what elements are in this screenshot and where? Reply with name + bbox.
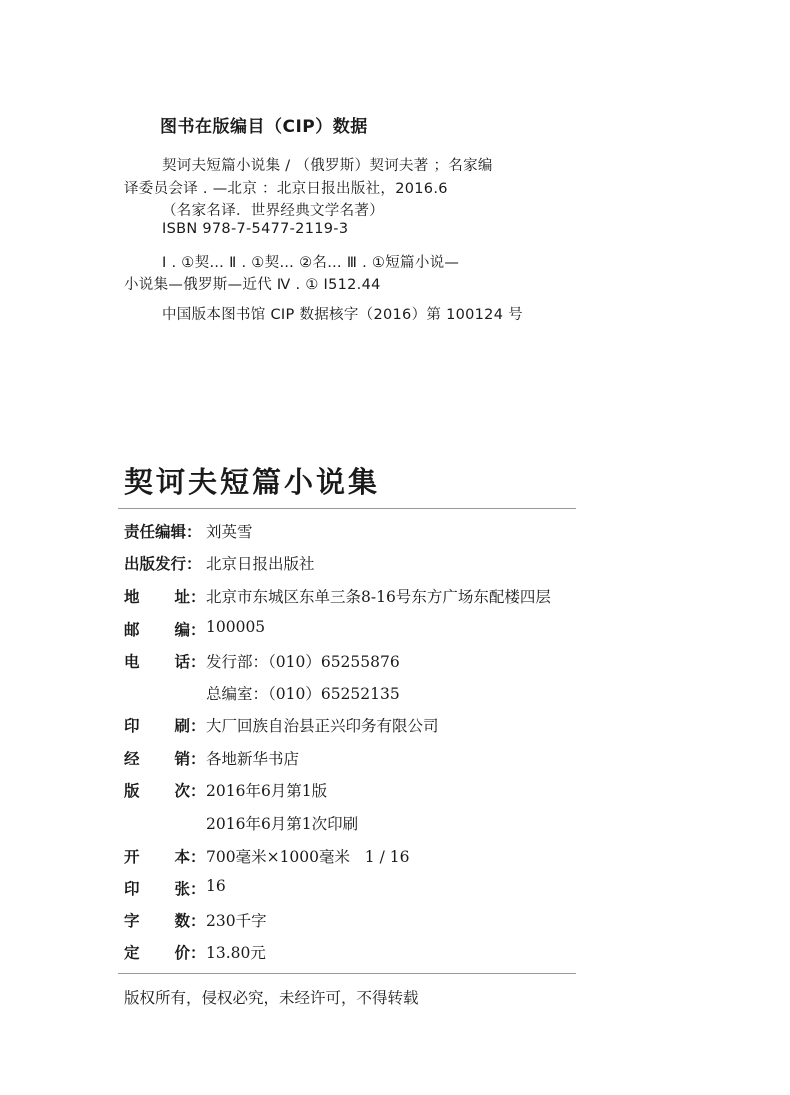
copyright-notice: 版权所有，侵权必究，未经许可，不得转载 [124, 989, 419, 1007]
label-phone [124, 650, 190, 672]
label-char: 印 [124, 716, 140, 735]
cip-line: 契诃夫短篇小说集 / （俄罗斯）契诃夫著 ；名家编 [162, 158, 493, 174]
label-price [124, 941, 190, 963]
label-char: 编 [174, 620, 190, 639]
label-char: 印 [124, 879, 140, 898]
label-char: 版 [124, 781, 140, 800]
label-colon: ： [190, 587, 206, 606]
label-publisher: 出版发行： [124, 554, 202, 573]
label-editor: 责任编辑： [124, 522, 202, 541]
label-colon: ： [190, 749, 206, 768]
value-phone-editorial: 总编室：（010）65252135 [206, 685, 400, 703]
label-address [124, 585, 190, 607]
label-char: 次 [174, 781, 190, 800]
label-edition [124, 779, 190, 801]
label-distributor [124, 747, 190, 769]
value-phone-sales: 发行部：（010）65255876 [206, 653, 400, 671]
label-colon: ： [190, 943, 206, 962]
label-colon: ： [190, 620, 206, 639]
value-format: 700毫米×1000毫米 1 / 16 [206, 848, 410, 866]
value-printing: 2016年6月第1次印刷 [206, 815, 359, 833]
value-editor: 刘英雪 [206, 523, 253, 541]
label-char: 刷 [174, 716, 190, 735]
label-char: 本 [174, 847, 190, 866]
cip-line: 译委员会译 . —北京 ：北京日报出版社，2016.6 [124, 181, 448, 197]
value-words: 230千字 [206, 912, 267, 930]
divider [118, 973, 576, 974]
cip-record-number: 中国版本图书馆 CIP 数据核字（2016）第 100124 号 [162, 307, 523, 323]
label-char: 定 [124, 943, 140, 962]
label-words [124, 909, 190, 931]
cip-isbn: ISBN 978-7-5477-2119-3 [162, 221, 349, 237]
cip-line: 小说集—俄罗斯—近代 Ⅳ . ① I512.44 [124, 277, 381, 293]
label-char: 价 [174, 943, 190, 962]
divider [118, 508, 576, 509]
book-title: 契诃夫短篇小说集 [124, 465, 381, 499]
label-format [124, 845, 190, 867]
cip-line: Ⅰ . ①契… Ⅱ . ①契… ②名… Ⅲ . ①短篇小说— [162, 255, 460, 271]
label-colon: ： [190, 652, 206, 671]
label-char: 址 [174, 587, 190, 606]
label-postcode [124, 618, 190, 640]
label-colon: ： [190, 879, 206, 898]
label-colon: ： [190, 716, 206, 735]
value-printer: 大厂回族自治县正兴印务有限公司 [206, 717, 439, 735]
label-char: 销 [174, 749, 190, 768]
value-publisher: 北京日报出版社 [206, 555, 315, 573]
cip-title: 图书在版编目（CIP）数据 [160, 117, 368, 137]
value-distributor: 各地新华书店 [206, 750, 300, 768]
label-printer [124, 714, 190, 736]
value-postcode: 100005 [206, 618, 266, 636]
label-char: 地 [124, 587, 140, 606]
label-char: 经 [124, 749, 140, 768]
label-char: 开 [124, 847, 140, 866]
label-colon: ： [190, 911, 206, 930]
label-colon: ： [190, 781, 206, 800]
label-char: 字 [124, 911, 140, 930]
label-char: 数 [174, 911, 190, 930]
cip-line: （名家名译．世界经典文学名著） [162, 203, 384, 219]
label-char: 电 [124, 652, 140, 671]
label-char: 话 [174, 652, 190, 671]
value-address: 北京市东城区东单三条8-16号东方广场东配楼四层 [206, 588, 551, 606]
value-sheets: 16 [206, 877, 226, 895]
label-colon: ： [190, 847, 206, 866]
label-sheets [124, 877, 190, 899]
label-char: 张 [174, 879, 190, 898]
value-edition: 2016年6月第1版 [206, 782, 328, 800]
label-char: 邮 [124, 620, 140, 639]
value-price: 13.80元 [206, 944, 266, 962]
